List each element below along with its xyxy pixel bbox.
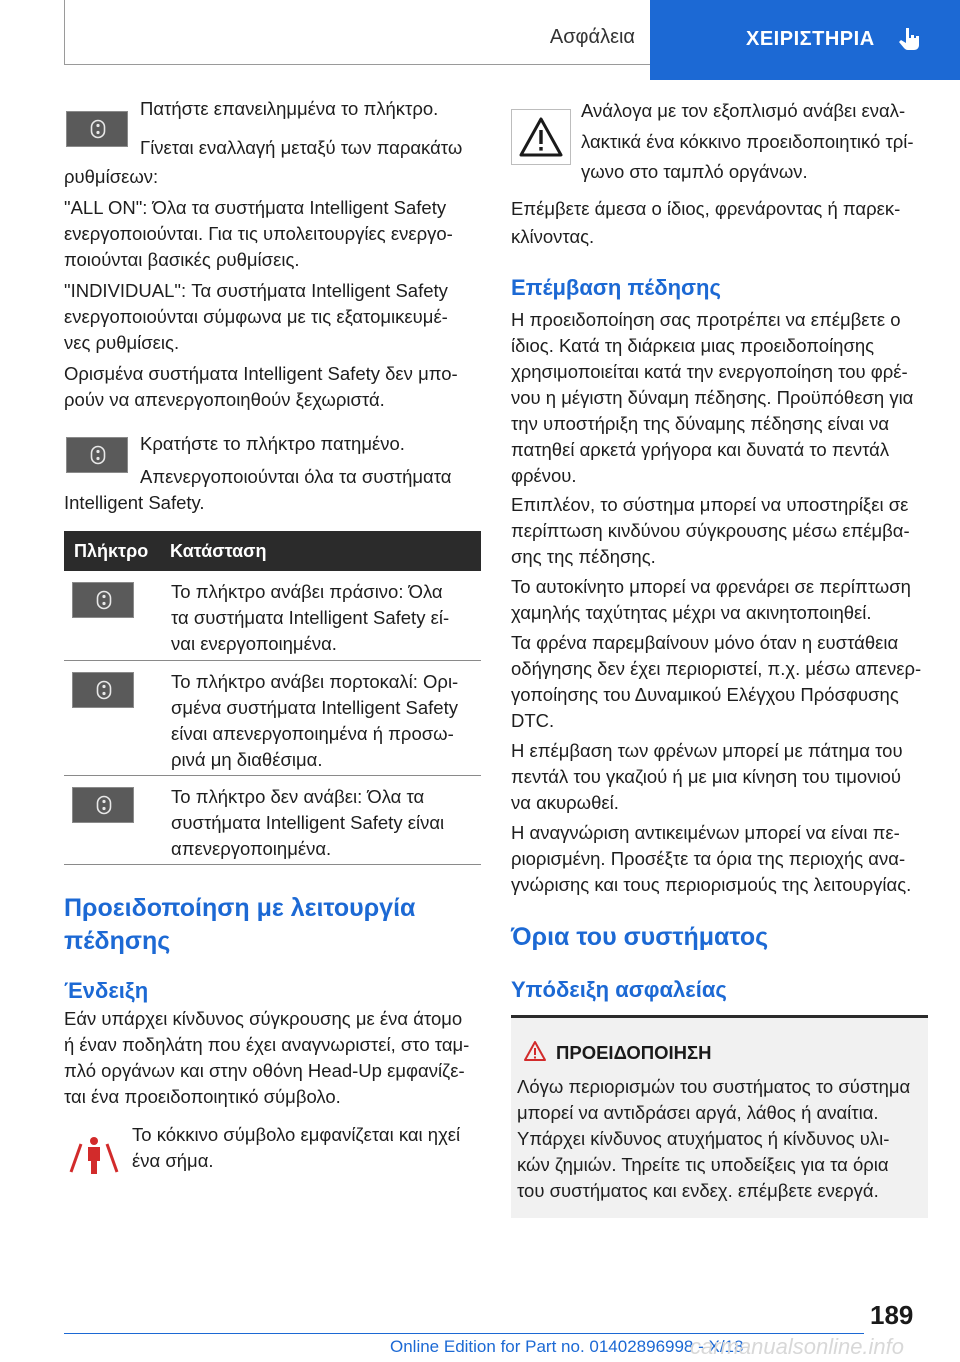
red-symbol-text: Το κόκκινο σύμβολο εμφανίζεται και ηχεί — [132, 1124, 461, 1145]
intelligent-safety-button-icon — [66, 111, 128, 147]
triangle-text-3: γωνο στο ταμπλό οργάνων. — [581, 161, 808, 182]
table-row-2-text: ρινά μη διαθέσιμα. — [171, 749, 323, 770]
hand-pointer-icon — [898, 26, 922, 57]
warning-text: Υπάρχει κίνδυνος ατυχήματος ή κίνδυνος υλι- — [517, 1128, 890, 1149]
header-chapter-tab[interactable] — [650, 0, 960, 80]
warning-triangle-icon — [511, 109, 571, 165]
person-collision-warning-icon — [68, 1132, 120, 1181]
hold-key-text: Κρατήστε το πλήκτρο πατημένο. — [140, 433, 405, 454]
table-row-3-text: συστήματα Intelligent Safety είναι — [171, 812, 445, 833]
column-header-key: Πλήκτρο — [74, 541, 149, 561]
indication-text: Εάν υπάρχει κίνδυνος σύγκρουσης με ένα άτομο — [64, 1008, 463, 1029]
table-row-2-text: είναι απενεργοποιημένα ή προσω- — [171, 723, 454, 744]
heading-brake-intervention: Επέμβαση πέδησης — [511, 275, 721, 300]
brake-text: πατηθεί αρκετά γρήγορα και δυνατά το πεντάλ — [511, 439, 890, 460]
dtc-text: DTC. — [511, 710, 555, 731]
button-green-icon — [72, 582, 134, 618]
press-repeatedly-text: Πατήστε επανειλημμένα το πλήκτρο. — [140, 98, 439, 119]
brake-text: Η προειδοποίηση σας προτρέπει να επέμβετε ο — [511, 309, 901, 330]
section-heading-warning-cont: πέδησης — [64, 927, 171, 955]
toggle-intro-text: Γίνεται εναλλαγή μεταξύ των παρακάτω — [140, 137, 463, 158]
triangle-text-2: λακτικά ένα κόκκινο προειδοποιητικό τρί- — [581, 131, 914, 152]
indication-text-4: ται ένα προειδοποιητικό σύμβολο. — [64, 1086, 341, 1107]
stop-text: Το αυτοκίνητο μπορεί να φρενάρει σε περίπτωση — [511, 576, 911, 597]
dtc-text: οδήγησης δεν έχει περιοριστεί, π.χ. μέσω απενερ- — [511, 658, 922, 679]
cancel-text: πεντάλ του γκαζιού ή με μια κίνηση του τιμονιού — [511, 766, 901, 787]
table-row-1-text: τα συστήματα Intelligent Safety εί- — [171, 607, 450, 628]
support-text: περίπτωση κινδύνου σύγκρουσης μέσω επέμβα- — [511, 520, 910, 541]
header-chapter-label: ΧΕΙΡΙΣΤΗΡΙΑ — [746, 28, 875, 50]
table-row-1-text: ναι ενεργοποιημένα. — [171, 633, 337, 654]
brake-text: ίδιος. Κατά τη διάρκεια μιας προειδοποίησης — [511, 335, 875, 356]
section-heading-system-limits: Όρια του συστήματος — [511, 923, 769, 951]
watermark-site: carmanualsonline.info — [690, 1334, 905, 1359]
header-divider — [64, 0, 65, 65]
some-systems-text-2: ρούν να απενεργοποιηθούν ξεχωριστά. — [64, 389, 385, 410]
brake-text: φρένου. — [511, 465, 577, 486]
some-systems-text: Ορισμένα συστήματα Intelligent Safety δεν μπο- — [64, 363, 458, 384]
warning-title: ΠΡΟΕΙΔΟΠΟΙΗΣΗ — [556, 1042, 712, 1063]
warning-box — [511, 1015, 928, 1218]
column-header-state: Κατάσταση — [170, 541, 267, 561]
table-row-divider — [64, 660, 481, 661]
stop-text: χαμηλής ταχύτητας μέχρι να ακινητοποιηθεί. — [511, 602, 872, 623]
header-section-title: Ασφάλεια — [549, 26, 635, 48]
table-row-2-text: σμένα συστήματα Intelligent Safety — [171, 697, 458, 718]
table-row-divider — [64, 775, 481, 776]
intervene-text: Επέμβετε άμεσα ο ίδιος, φρενάροντας ή παρεκ- — [511, 198, 901, 219]
warning-text: μπορεί να αντιδράσει αργά, λάθος ή αναίτια. — [517, 1102, 879, 1123]
header-rule — [64, 64, 650, 65]
all-off-text-2: Intelligent Safety. — [64, 492, 205, 513]
support-text: Επιπλέον, το σύστημα μπορεί να υποστηρίξει σε — [511, 494, 909, 515]
all-on-text-2: ενεργοποιούνται. Για τις υπολειτουργίες ενεργο- — [64, 223, 453, 244]
support-text: σης της πέδησης. — [511, 546, 656, 567]
triangle-text: Ανάλογα με τον εξοπλισμό ανάβει εναλ- — [581, 100, 906, 121]
subheading-indication: Ένδειξη — [64, 978, 149, 1003]
limited-text: γνώρισης και τους περιορισμούς της λειτουργίας. — [511, 874, 912, 895]
subheading-safety-note: Υπόδειξη ασφαλείας — [511, 977, 727, 1002]
all-off-text: Απενεργοποιούνται όλα τα συστήματα — [140, 466, 452, 487]
dtc-text: Τα φρένα παρεμβαίνουν μόνο όταν η ευστάθεια — [511, 632, 899, 653]
page-number: 189 — [870, 1300, 914, 1330]
limited-text: Η αναγνώριση αντικειμένων μπορεί να είναι πε- — [511, 822, 900, 843]
cancel-text: να ακυρωθεί. — [511, 792, 619, 813]
individual-text-2: ενεργοποιούνται σύμφωνα με τις εξατομικευμέ- — [64, 306, 448, 327]
all-on-text: "ALL ON": Όλα τα συστήματα Intelligent Safety — [64, 197, 447, 218]
indication-text-2: ή έναν ποδηλάτη που έχει αναγνωριστεί, στο ταμ- — [64, 1034, 470, 1055]
status-table-header — [64, 531, 481, 571]
table-bottom-rule — [64, 864, 481, 865]
toggle-intro-text-cont: ρυθμίσεων: — [64, 166, 159, 187]
brake-text: την υποστήριξη της δύναμης πέδησης είναι να — [511, 413, 890, 434]
section-heading-warning: Προειδοποίηση με λειτουργία — [64, 894, 416, 922]
brake-text: χρησιμοποιείται κατά την ενεργοποίηση του φρέ- — [511, 361, 908, 382]
intervene-text-2: κλίνοντας. — [511, 226, 595, 247]
table-row-3-text: Το πλήκτρο δεν ανάβει: Όλα τα — [171, 786, 425, 807]
individual-text-3: νες ρυθμίσεις. — [64, 332, 180, 353]
dtc-text: γοποίησης του Δυναμικού Ελέγχου Πρόσφυσης — [511, 684, 899, 705]
table-row-1-text: Το πλήκτρο ανάβει πράσινο: Όλα — [171, 581, 443, 602]
button-off-icon — [72, 787, 134, 823]
table-row-3-text: απενεργοποιημένα. — [171, 838, 332, 859]
limited-text: ριορισμένη. Προσέξτε τα όρια της περιοχής ανα- — [511, 848, 906, 869]
intelligent-safety-button-icon — [66, 437, 128, 473]
table-row-2-text: Το πλήκτρο ανάβει πορτοκαλί: Ορι- — [171, 671, 459, 692]
brake-text: νου η μέγιστη δύναμη πέδησης. Προϋπόθεση για — [511, 387, 914, 408]
individual-text: "INDIVIDUAL": Τα συστήματα Intelligent Safety — [64, 280, 448, 301]
button-orange-icon — [72, 672, 134, 708]
warning-text: κών ζημιών. Τηρείτε τις υποδείξεις για τα όρια — [517, 1154, 889, 1175]
cancel-text: Η επέμβαση των φρένων μπορεί με πάτημα του — [511, 740, 903, 761]
indication-text-3: πλό οργάνων και στην οθόνη Head-Up εμφανίζε- — [64, 1060, 465, 1081]
all-on-text-3: ποιούνται βασικές ρυθμίσεις. — [64, 249, 300, 270]
red-symbol-text-2: ένα σήμα. — [132, 1150, 214, 1171]
footer-edition: Online Edition for Part no. 01402896998 - X/18 — [390, 1337, 744, 1356]
warning-text: Λόγω περιορισμών του συστήματος το σύστημα — [517, 1076, 911, 1097]
warning-text: του συστήματος και ενδεχ. επέμβετε ενεργά. — [517, 1180, 879, 1201]
warning-triangle-icon — [523, 1040, 547, 1067]
